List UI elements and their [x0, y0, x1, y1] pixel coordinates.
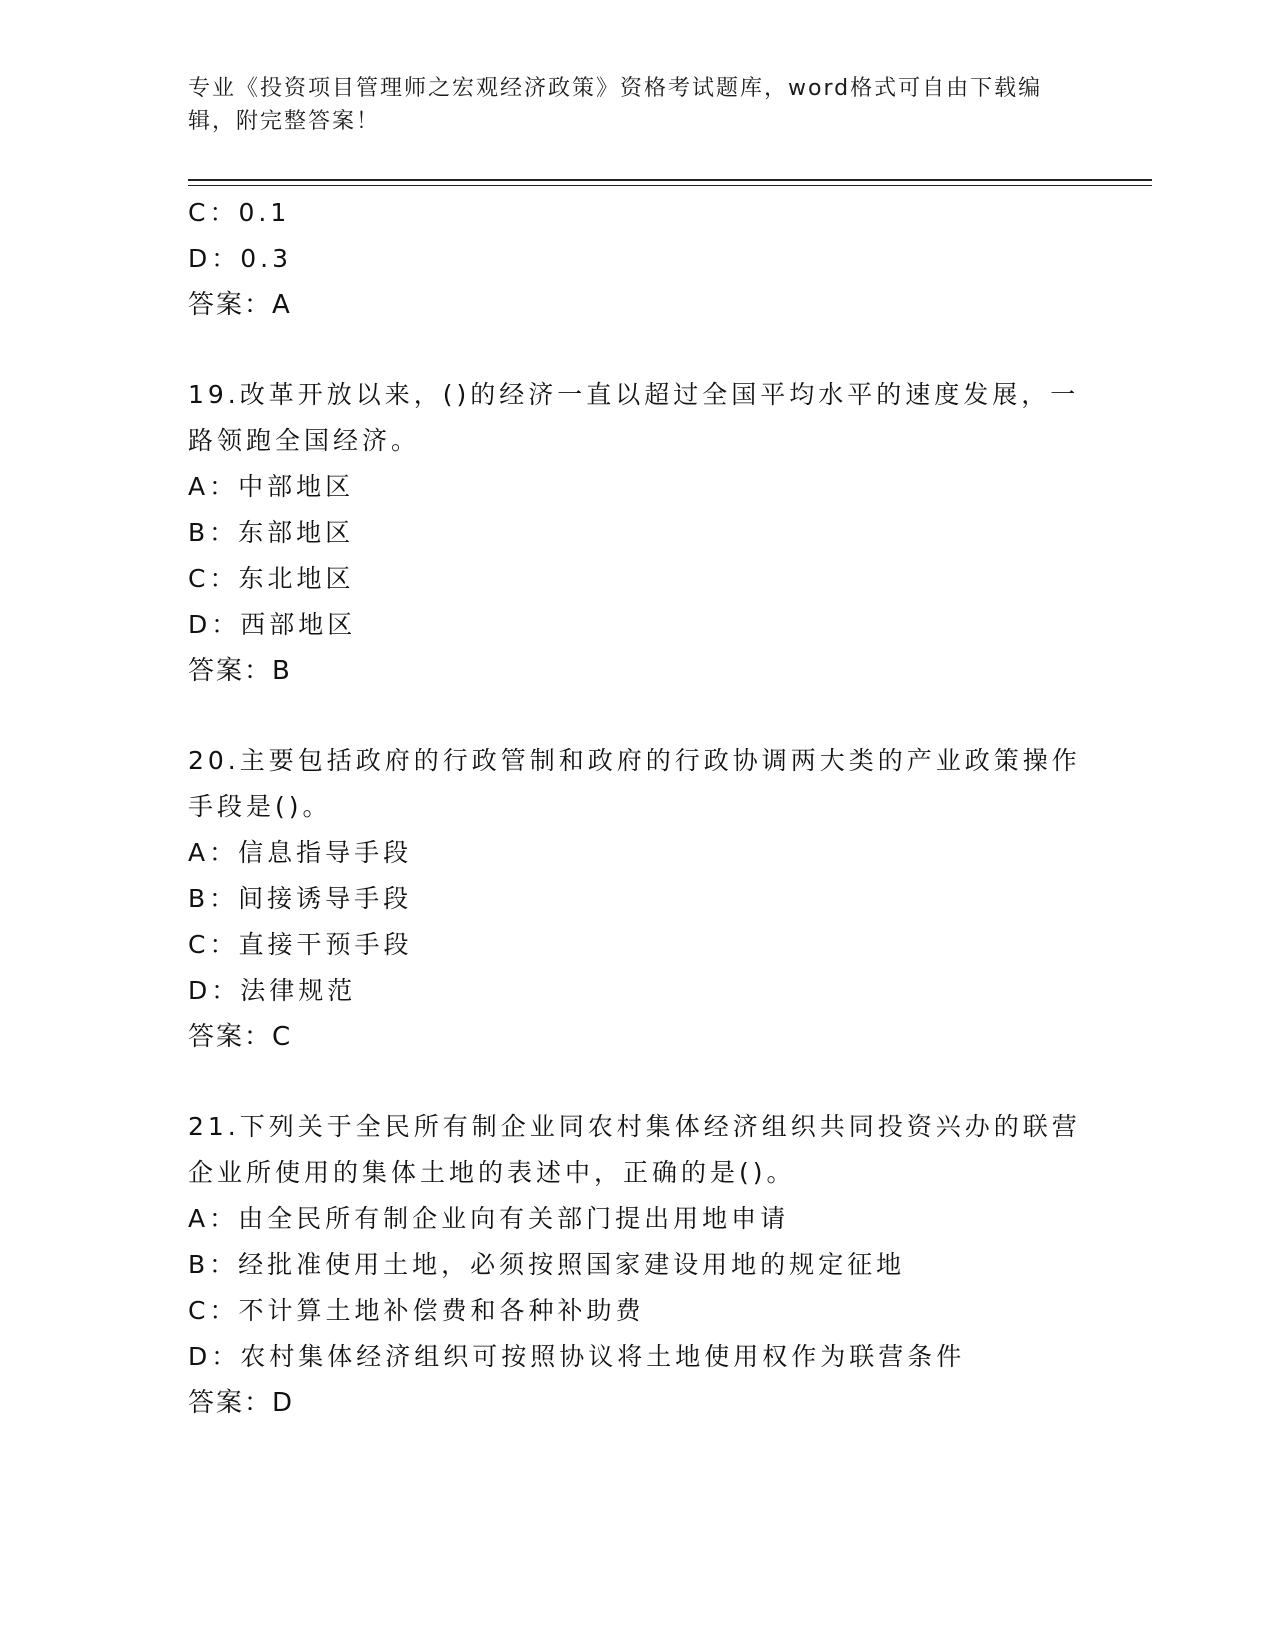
answer-line: 答案：D: [188, 1388, 295, 1418]
option-label: B：: [188, 518, 239, 547]
option-label: D：: [188, 244, 241, 273]
option-text: 由全民所有制企业向有关部门提出用地申请: [238, 1204, 790, 1233]
option-text: 农村集体经济组织可按照协议将土地使用权作为联营条件: [240, 1342, 966, 1371]
option-a: [188, 830, 1088, 876]
question-stem: 21.下列关于全民所有制企业同农村集体经济组织共同投资兴办的联营企业所使用的集体土地的表述中，正确的是()。: [188, 1112, 1081, 1187]
option-label: D：: [188, 976, 241, 1005]
option-text: 信息指导手段: [238, 838, 413, 867]
option-d: [188, 602, 1088, 648]
option-b: [188, 1242, 1088, 1288]
option-text: 0.3: [240, 244, 293, 273]
option-label: C：: [188, 930, 239, 959]
option-text: 经批准使用土地，必须按照国家建设用地的规定征地: [238, 1250, 906, 1279]
option-label: C：: [188, 564, 239, 593]
question-20: [188, 738, 1088, 1060]
option-d: [188, 968, 1088, 1014]
option-text: 直接干预手段: [238, 930, 413, 959]
option-label: D：: [188, 610, 241, 639]
option-text: 法律规范: [240, 976, 357, 1005]
option-label: A：: [188, 1204, 239, 1233]
option-label: C：: [188, 198, 239, 227]
option-text: 西部地区: [240, 610, 357, 639]
option-text: 东北地区: [238, 564, 355, 593]
question-19: [188, 372, 1088, 694]
option-c: [188, 922, 1088, 968]
option-text: 0.1: [238, 198, 291, 227]
option-c: [188, 1288, 1088, 1334]
option-label: C：: [188, 1296, 239, 1325]
option-label: B：: [188, 884, 239, 913]
option-b: [188, 510, 1088, 556]
option-label: A：: [188, 838, 239, 867]
option-label: D：: [188, 1342, 241, 1371]
option-c: [188, 190, 1088, 236]
previous-question-tail: [188, 190, 1088, 328]
option-label: A：: [188, 472, 239, 501]
option-text: 间接诱导手段: [238, 884, 413, 913]
option-label: B：: [188, 1250, 239, 1279]
header-divider-thin: [188, 185, 1152, 186]
page-header: 专业《投资项目管理师之宏观经济政策》资格考试题库，word格式可自由下载编辑，附完整答案！: [188, 76, 1043, 134]
option-a: [188, 464, 1088, 510]
option-text: 东部地区: [238, 518, 355, 547]
question-stem: 19.改革开放以来，()的经济一直以超过全国平均水平的速度发展，一路领跑全国经济。: [188, 380, 1080, 455]
answer-line: 答案：B: [188, 656, 292, 686]
option-text: 中部地区: [238, 472, 355, 501]
option-b: [188, 876, 1088, 922]
answer-line: 答案：C: [188, 1022, 293, 1052]
question-stem: 20.主要包括政府的行政管制和政府的行政协调两大类的产业政策操作手段是()。: [188, 746, 1081, 821]
document-body: [188, 190, 1088, 1426]
option-a: [188, 1196, 1088, 1242]
option-d: [188, 236, 1088, 282]
option-text: 不计算土地补偿费和各种补助费: [238, 1296, 645, 1325]
option-c: [188, 556, 1088, 602]
question-21: [188, 1104, 1088, 1426]
header-divider: [188, 179, 1152, 181]
answer-line: 答案：A: [188, 290, 292, 320]
option-d: [188, 1334, 1088, 1380]
